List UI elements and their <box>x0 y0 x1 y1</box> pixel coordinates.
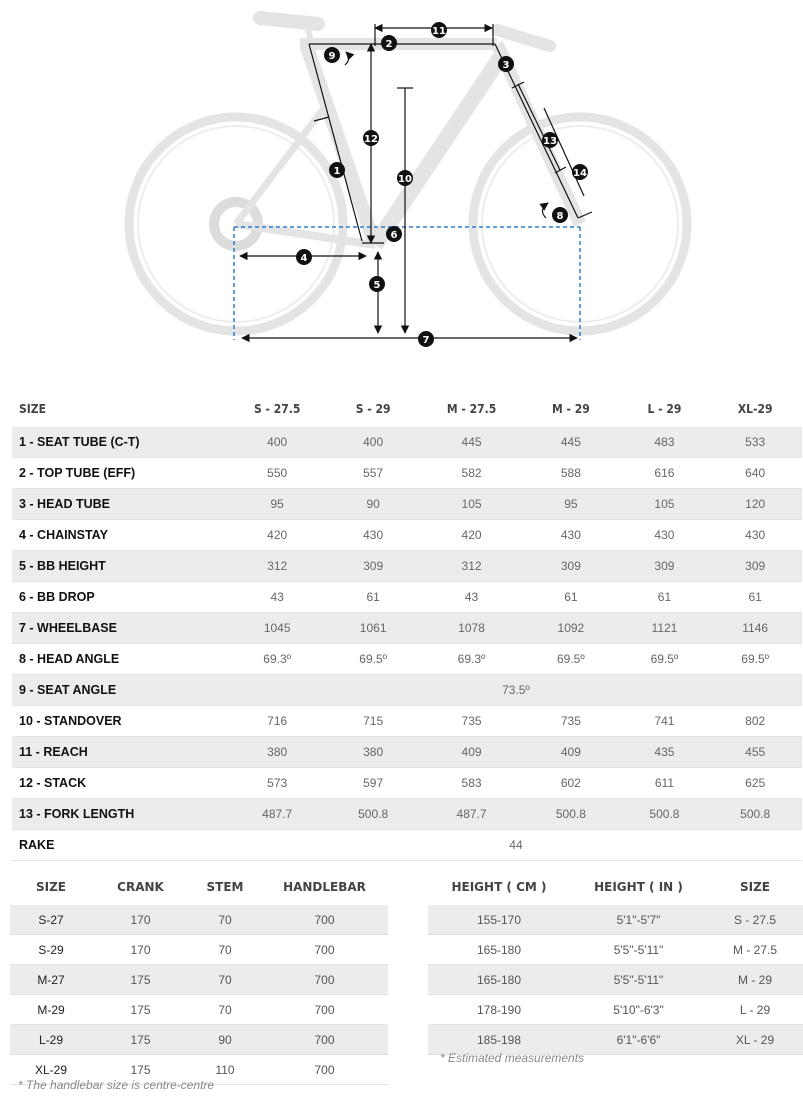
components-header-row <box>10 868 388 905</box>
table-cell: 90 <box>324 489 421 520</box>
svg-text:12: 12 <box>364 134 378 145</box>
sizing-header-cell: SIZE <box>739 879 770 894</box>
table-cell: 70 <box>189 965 261 995</box>
table-row <box>428 1025 803 1055</box>
table-cell: 487.7 <box>230 799 325 830</box>
table-cell: 380 <box>324 737 421 768</box>
marker-9 <box>324 47 340 63</box>
table-cell: 573 <box>230 768 325 799</box>
table-cell: 69.5º <box>708 644 802 675</box>
geometry-header-cell: M - 29 <box>551 401 590 416</box>
sizing-header-cell: HEIGHT ( IN ) <box>594 879 683 894</box>
marker-13 <box>542 132 558 148</box>
marker-6 <box>386 226 402 242</box>
table-cell: 435 <box>621 737 709 768</box>
sizing-note: * Estimated measurements <box>440 1051 585 1065</box>
table-cell: L - 29 <box>707 995 803 1025</box>
marker-10 <box>397 170 413 186</box>
table-cell: 1078 <box>422 613 521 644</box>
table-cell: 185-198 <box>428 1025 570 1055</box>
merged-cell: 73.5º <box>230 675 802 706</box>
table-cell: 110 <box>189 1055 261 1085</box>
svg-text:6: 6 <box>390 230 398 241</box>
row-label: 1 - SEAT TUBE (C-T) <box>12 427 230 458</box>
table-cell: 583 <box>422 768 521 799</box>
table-row <box>12 458 802 489</box>
table-cell: 69.5º <box>324 644 421 675</box>
marker-4 <box>296 249 312 265</box>
table-cell: 588 <box>521 458 620 489</box>
table-cell: 312 <box>230 551 325 582</box>
table-cell: 1092 <box>521 613 620 644</box>
table-cell: 500.8 <box>708 799 802 830</box>
table-cell: 6'1"-6'6" <box>570 1025 707 1055</box>
marker-5 <box>369 276 385 292</box>
geometry-header-cell: XL-29 <box>737 401 773 416</box>
geometry-table <box>12 390 802 861</box>
table-row <box>12 551 802 582</box>
table-row <box>12 799 802 830</box>
table-cell: 420 <box>422 520 521 551</box>
svg-text:2: 2 <box>385 39 393 50</box>
table-cell: 500.8 <box>324 799 421 830</box>
table-cell: S-29 <box>10 935 92 965</box>
row-label: 7 - WHEELBASE <box>12 613 230 644</box>
row-label: 8 - HEAD ANGLE <box>12 644 230 675</box>
row-label: 10 - STANDOVER <box>12 706 230 737</box>
table-row <box>10 965 388 995</box>
table-row <box>10 1025 388 1055</box>
table-cell: 170 <box>92 935 189 965</box>
table-cell: 105 <box>621 489 709 520</box>
row-label: 4 - CHAINSTAY <box>12 520 230 551</box>
table-cell: 500.8 <box>621 799 709 830</box>
svg-text:14: 14 <box>573 168 587 179</box>
table-cell: 445 <box>521 427 620 458</box>
table-cell: 1121 <box>621 613 709 644</box>
table-cell: 550 <box>230 458 325 489</box>
table-cell: 105 <box>422 489 521 520</box>
table-cell: M-29 <box>10 995 92 1025</box>
table-row <box>12 613 802 644</box>
table-row <box>12 830 802 861</box>
marker-14 <box>572 164 588 180</box>
table-cell: S - 27.5 <box>707 905 803 935</box>
geometry-header-row <box>12 390 802 427</box>
table-row <box>10 905 388 935</box>
table-cell: 420 <box>230 520 325 551</box>
table-cell: 5'1"-5'7" <box>570 905 707 935</box>
table-cell: 625 <box>708 768 802 799</box>
row-label: 12 - STACK <box>12 768 230 799</box>
table-cell: 165-180 <box>428 965 570 995</box>
svg-text:8: 8 <box>556 211 564 222</box>
table-cell: 170 <box>92 905 189 935</box>
table-cell: 309 <box>708 551 802 582</box>
marker-2 <box>381 35 397 51</box>
marker-8 <box>552 207 568 223</box>
merged-cell: 44 <box>230 830 802 861</box>
table-cell: 616 <box>621 458 709 489</box>
table-cell: 430 <box>708 520 802 551</box>
table-cell: 69.5º <box>621 644 709 675</box>
sizing-header-row <box>428 868 803 905</box>
svg-text:4: 4 <box>300 253 308 264</box>
table-cell: L-29 <box>10 1025 92 1055</box>
bike-geometry-diagram <box>0 0 803 360</box>
svg-text:1: 1 <box>333 166 341 177</box>
svg-text:10: 10 <box>398 174 412 185</box>
table-cell: 716 <box>230 706 325 737</box>
components-header-cell: CRANK <box>117 879 164 894</box>
table-cell: 5'5"-5'11" <box>570 935 707 965</box>
table-cell: 175 <box>92 995 189 1025</box>
table-cell: 61 <box>708 582 802 613</box>
table-cell: 70 <box>189 935 261 965</box>
table-cell: 409 <box>422 737 521 768</box>
table-cell: 120 <box>708 489 802 520</box>
table-cell: 43 <box>230 582 325 613</box>
table-cell: S-27 <box>10 905 92 935</box>
row-label: 2 - TOP TUBE (EFF) <box>12 458 230 489</box>
table-cell: 735 <box>422 706 521 737</box>
components-header-cell: STEM <box>206 879 244 894</box>
svg-text:11: 11 <box>432 26 446 37</box>
table-cell: 802 <box>708 706 802 737</box>
table-cell: 602 <box>521 768 620 799</box>
table-cell: 1061 <box>324 613 421 644</box>
svg-text:9: 9 <box>328 51 336 62</box>
table-cell: 455 <box>708 737 802 768</box>
geometry-header-cell: L - 29 <box>647 401 682 416</box>
table-cell: 1146 <box>708 613 802 644</box>
table-cell: 5'5"-5'11" <box>570 965 707 995</box>
table-cell: 90 <box>189 1025 261 1055</box>
sizing-table <box>428 868 803 1055</box>
row-label: 3 - HEAD TUBE <box>12 489 230 520</box>
table-cell: XL - 29 <box>707 1025 803 1055</box>
table-cell: 155-170 <box>428 905 570 935</box>
table-cell: 445 <box>422 427 521 458</box>
table-cell: 597 <box>324 768 421 799</box>
table-row <box>10 995 388 1025</box>
table-cell: 309 <box>621 551 709 582</box>
table-cell: 61 <box>521 582 620 613</box>
table-row <box>12 427 802 458</box>
row-label: 5 - BB HEIGHT <box>12 551 230 582</box>
table-cell: 715 <box>324 706 421 737</box>
table-cell: 700 <box>261 995 388 1025</box>
table-cell: M - 29 <box>707 965 803 995</box>
marker-12 <box>363 130 379 146</box>
table-row <box>12 706 802 737</box>
svg-text:7: 7 <box>422 335 430 346</box>
svg-text:13: 13 <box>543 136 557 147</box>
table-row <box>12 520 802 551</box>
table-row <box>428 935 803 965</box>
components-header-cell: SIZE <box>35 879 66 894</box>
table-cell: 611 <box>621 768 709 799</box>
table-row <box>12 489 802 520</box>
table-cell: 43 <box>422 582 521 613</box>
components-note: * The handlebar size is centre-centre <box>18 1078 215 1092</box>
table-cell: 165-180 <box>428 935 570 965</box>
table-cell: 178-190 <box>428 995 570 1025</box>
table-cell: 309 <box>324 551 421 582</box>
row-label: 13 - FORK LENGTH <box>12 799 230 830</box>
table-cell: 61 <box>621 582 709 613</box>
svg-text:5: 5 <box>373 280 381 291</box>
table-cell: 700 <box>261 905 388 935</box>
table-cell: 95 <box>230 489 325 520</box>
marker-1 <box>329 162 345 178</box>
table-cell: 70 <box>189 995 261 1025</box>
table-cell: 61 <box>324 582 421 613</box>
table-cell: 309 <box>521 551 620 582</box>
table-row <box>10 935 388 965</box>
geometry-header-cell: M - 27.5 <box>446 401 497 416</box>
table-cell: 430 <box>521 520 620 551</box>
table-cell: M-27 <box>10 965 92 995</box>
table-cell: 487.7 <box>422 799 521 830</box>
svg-text:3: 3 <box>502 60 510 71</box>
table-cell: 175 <box>92 1025 189 1055</box>
table-cell: 500.8 <box>521 799 620 830</box>
table-cell: 700 <box>261 1025 388 1055</box>
table-row <box>12 582 802 613</box>
table-cell: 70 <box>189 905 261 935</box>
marker-7 <box>418 331 434 347</box>
table-row <box>12 768 802 799</box>
sizing-header-cell: HEIGHT ( CM ) <box>451 879 547 894</box>
geometry-header-cell: S - 27.5 <box>253 401 301 416</box>
table-cell: 400 <box>324 427 421 458</box>
table-cell: 1045 <box>230 613 325 644</box>
table-cell: 483 <box>621 427 709 458</box>
table-cell: 69.3º <box>230 644 325 675</box>
table-row <box>428 965 803 995</box>
row-label: 6 - BB DROP <box>12 582 230 613</box>
table-cell: 312 <box>422 551 521 582</box>
table-row <box>12 675 802 706</box>
row-label: RAKE <box>12 830 230 861</box>
table-cell: 95 <box>521 489 620 520</box>
table-cell: 69.5º <box>521 644 620 675</box>
table-cell: 380 <box>230 737 325 768</box>
table-cell: 69.3º <box>422 644 521 675</box>
table-row <box>428 905 803 935</box>
geometry-header-cell: SIZE <box>19 401 46 416</box>
table-cell: 5'10"-6'3" <box>570 995 707 1025</box>
table-cell: 430 <box>621 520 709 551</box>
table-cell: XL-29 <box>10 1055 92 1085</box>
table-cell: M - 27.5 <box>707 935 803 965</box>
components-header-cell: HANDLEBAR <box>283 879 366 894</box>
table-cell: 700 <box>261 1055 388 1085</box>
table-cell: 640 <box>708 458 802 489</box>
row-label: 9 - SEAT ANGLE <box>12 675 230 706</box>
table-cell: 400 <box>230 427 325 458</box>
table-cell: 175 <box>92 965 189 995</box>
table-cell: 741 <box>621 706 709 737</box>
table-cell: 175 <box>92 1055 189 1085</box>
table-cell: 409 <box>521 737 620 768</box>
table-cell: 582 <box>422 458 521 489</box>
marker-11 <box>431 22 447 38</box>
table-cell: 557 <box>324 458 421 489</box>
table-cell: 700 <box>261 935 388 965</box>
table-cell: 533 <box>708 427 802 458</box>
table-row <box>12 644 802 675</box>
marker-3 <box>498 56 514 72</box>
geometry-header-cell: S - 29 <box>355 401 391 416</box>
table-row <box>12 737 802 768</box>
table-cell: 430 <box>324 520 421 551</box>
table-cell: 735 <box>521 706 620 737</box>
table-row <box>428 995 803 1025</box>
row-label: 11 - REACH <box>12 737 230 768</box>
components-table <box>10 868 388 1085</box>
table-cell: 700 <box>261 965 388 995</box>
